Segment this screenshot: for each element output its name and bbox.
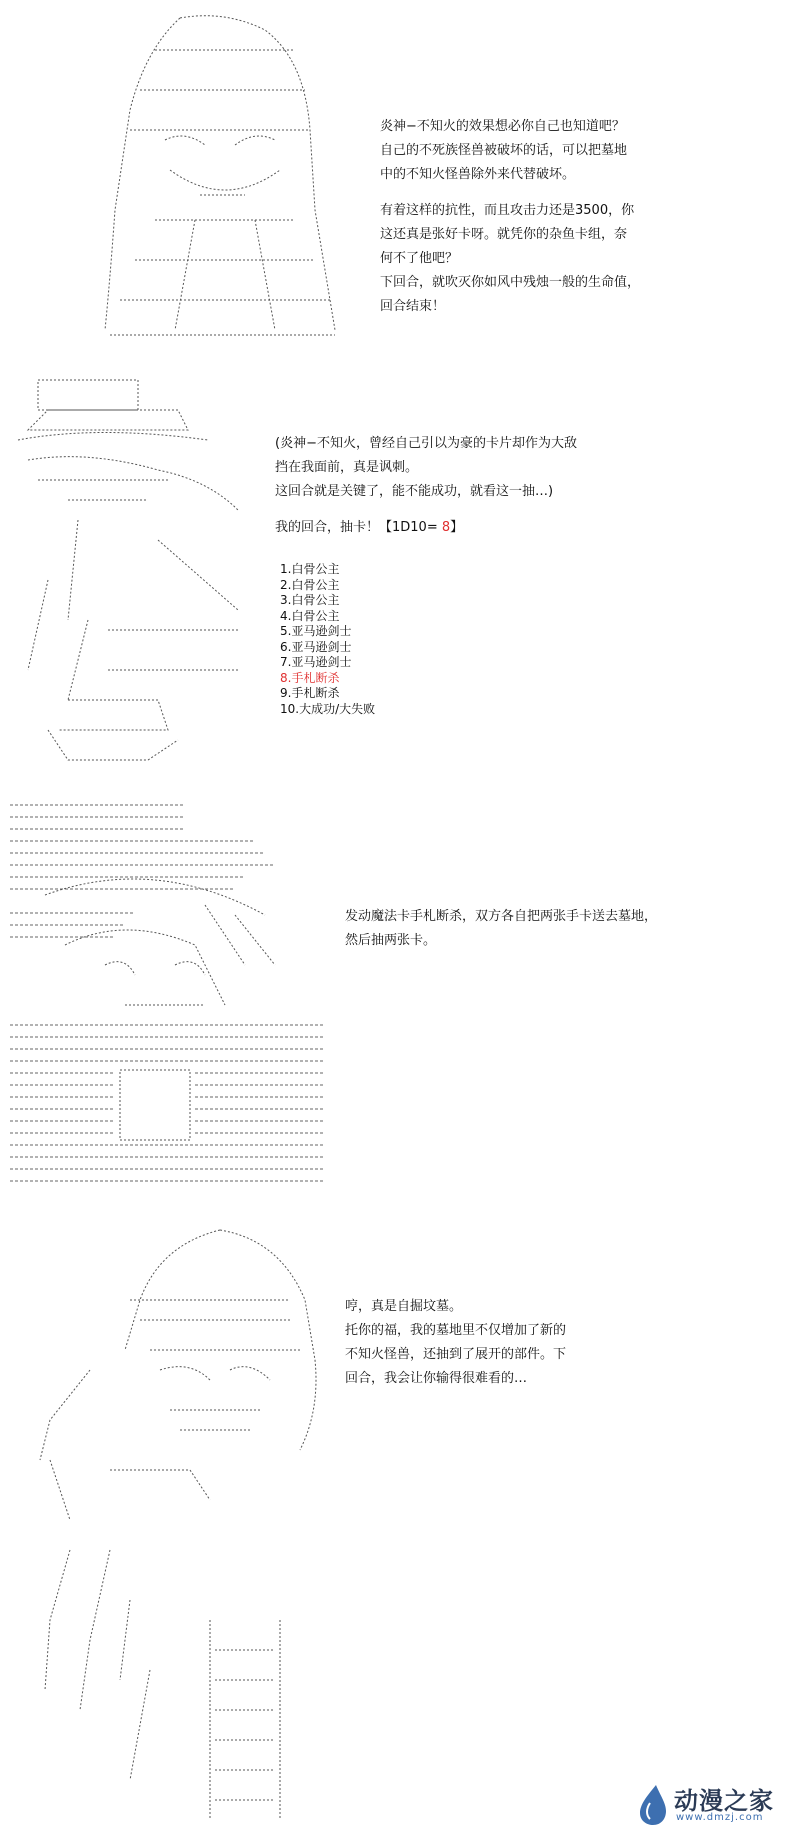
dialogue-line: 这还真是张好卡呀。就凭你的杂鱼卡组，奈 xyxy=(380,227,628,242)
dialogue-line: 发动魔法卡手札断杀，双方各自把两张手卡送去墓地， xyxy=(345,909,658,924)
watermark-name: 动漫之家 xyxy=(674,1787,774,1815)
dialogue-line: 炎神−不知火的效果想必你自己也知道吧？ xyxy=(380,119,625,134)
dialogue-line: 何不了他吧？ xyxy=(380,251,459,266)
ascii-art-sketch-2 xyxy=(8,370,268,770)
dice-option: 5.亚马逊剑士 xyxy=(280,624,352,638)
ascii-art-character-1 xyxy=(95,10,355,350)
monologue-line: (炎神−不知火，曾经自己引以为豪的卡片却作为大敌 xyxy=(275,436,577,451)
dice-option: 2.白骨公主 xyxy=(280,577,340,592)
panel-3 xyxy=(0,790,800,1200)
panel-3-dialogue xyxy=(345,905,657,953)
roll-prefix: 我的回合，抽卡！【1D10= xyxy=(275,520,442,535)
panel-1 xyxy=(0,0,800,360)
dialogue-line: 托你的福，我的墓地里不仅增加了新的 xyxy=(345,1323,567,1338)
ascii-art-character-4 xyxy=(30,1220,330,1830)
dice-option: 4.白骨公主 xyxy=(280,608,340,623)
dialogue-line: 中的不知火怪兽除外来代替破坏。 xyxy=(380,167,576,182)
dice-option: 6.亚马逊剑士 xyxy=(280,639,352,654)
dice-option: 9.手札断杀 xyxy=(280,686,340,700)
monologue-line: 挡在我面前，真是讽刺。 xyxy=(275,460,419,475)
dice-option: 7.亚马逊剑士 xyxy=(280,655,352,669)
dice-option: 3.白骨公主 xyxy=(280,593,340,607)
panel-4 xyxy=(0,1210,800,1843)
dialogue-line: 下回合，就吹灭你如风中残烛一般的生命值， xyxy=(380,275,641,290)
panel-1-dialogue xyxy=(380,115,640,319)
dice-roll-line xyxy=(275,516,577,540)
water-drop-logo-icon xyxy=(636,1783,670,1827)
monologue-line: 这回合就是关键了，能不能成功，就看这一抽…) xyxy=(275,484,554,499)
dialogue-line: 回合结束！ xyxy=(380,299,446,314)
dice-option: 1.白骨公主 xyxy=(280,562,340,576)
ascii-art-sketch-4 xyxy=(30,1220,330,1830)
dice-options-list xyxy=(280,562,375,717)
watermark-url: www.dmzj.com xyxy=(676,1812,764,1823)
dice-option-selected: 8.手札断杀 xyxy=(280,670,340,685)
dialogue-line: 有着这样的抗性，而且攻击力还是3500，你 xyxy=(380,203,635,218)
dialogue-line: 不知火怪兽，还抽到了展开的部件。下 xyxy=(345,1347,567,1362)
roll-suffix: 】 xyxy=(450,520,464,535)
panel-2 xyxy=(0,362,800,782)
dialogue-line: 然后抽两张卡。 xyxy=(345,933,437,948)
dice-option: 10.大成功/大失败 xyxy=(280,701,376,716)
dialogue-line: 回合，我会让你输得很难看的… xyxy=(345,1371,528,1386)
roll-value: 8 xyxy=(441,520,451,535)
ascii-art-sketch-3 xyxy=(5,795,335,1190)
dialogue-gap xyxy=(380,187,640,199)
dialogue-line: 自己的不死族怪兽被破坏的话，可以把墓地 xyxy=(380,143,628,158)
panel-4-dialogue xyxy=(345,1295,566,1391)
ascii-art-character-3 xyxy=(5,795,335,1190)
ascii-art-character-2 xyxy=(8,370,268,770)
ascii-art-sketch-1 xyxy=(95,10,355,350)
monologue-gap xyxy=(275,504,577,516)
site-watermark xyxy=(636,1779,786,1829)
dialogue-line: 哼，真是自掘坟墓。 xyxy=(345,1299,463,1314)
panel-2-monologue xyxy=(275,432,577,540)
